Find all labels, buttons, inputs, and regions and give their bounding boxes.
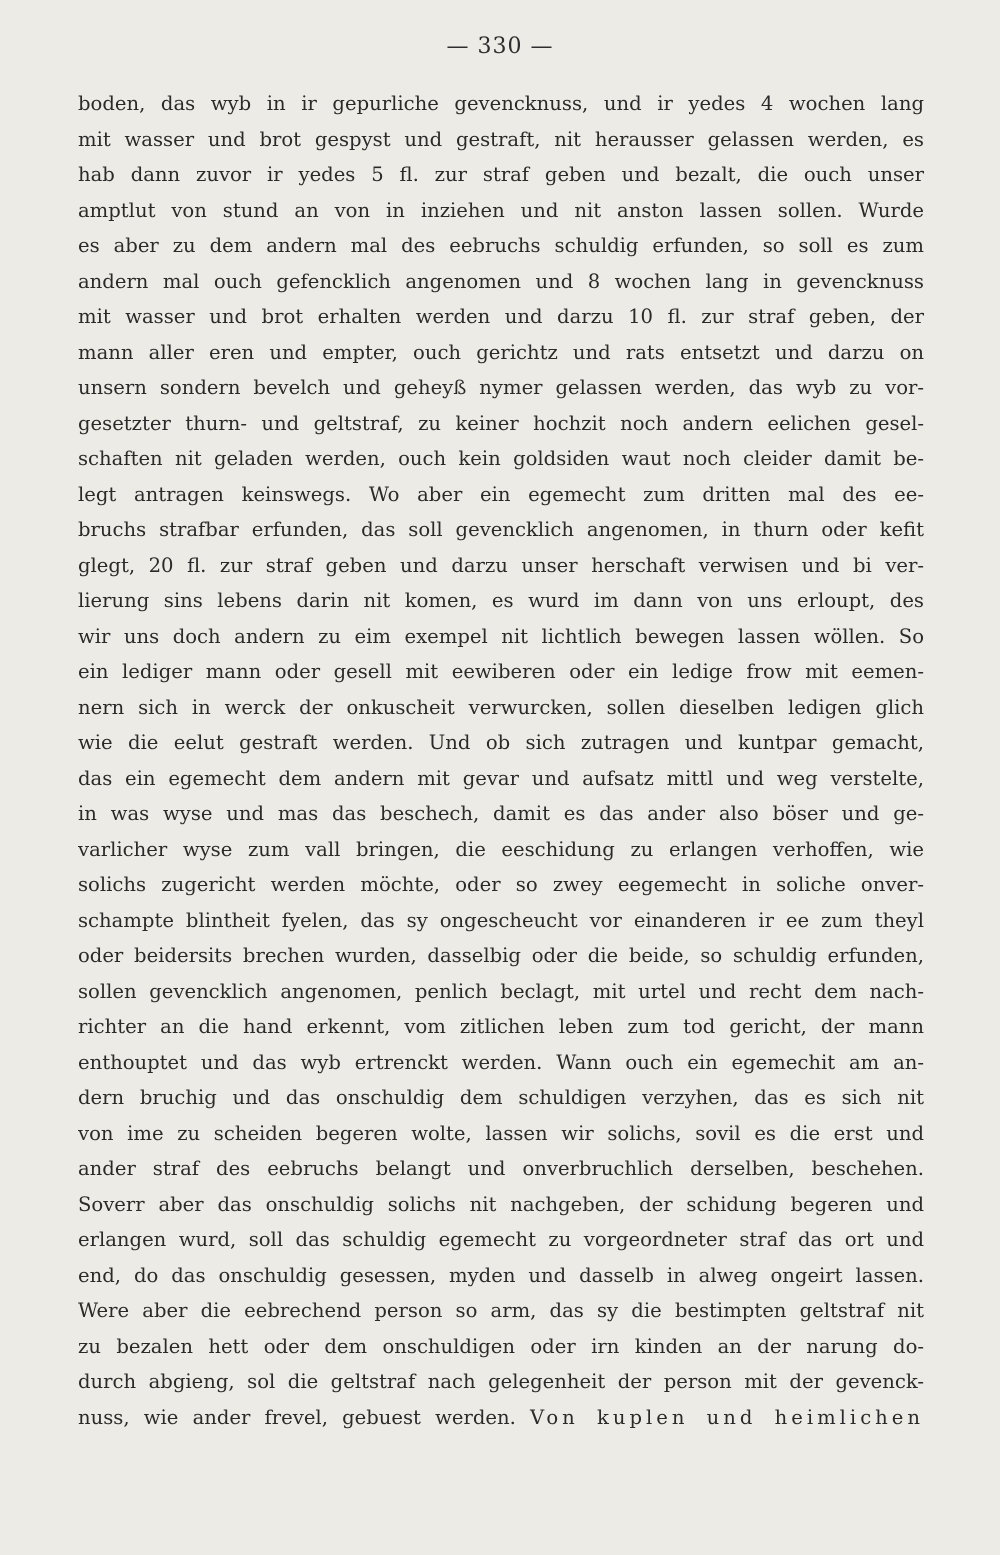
text-line: solichs zugericht werden möchte, oder so zwey eegemecht in soliche onver- — [78, 873, 924, 896]
text-line: varlicher wyse zum vall bringen, die eeschidung zu erlangen verhoffen, wie — [78, 837, 924, 861]
text-line: schaften nit geladen werden, ouch kein goldsiden waut noch cleider damit be- — [78, 447, 924, 470]
text-line: dern bruchig und das onschuldig dem schuldigen verzyhen, das es sich nit — [78, 1086, 924, 1109]
text-line-final-part: nuss, wie ander frevel, gebuest werden. — [78, 1405, 516, 1429]
text-line: Soverr aber das onschuldig solichs nit nachgeben, der schidung begeren und — [78, 1192, 924, 1216]
text-line: amptlut von stund an von in inziehen und nit anston lassen sollen. Wurde — [78, 198, 924, 222]
text-line: von ime zu scheiden begeren wolte, lassen wir solichs, sovil es die erst und — [78, 1121, 924, 1145]
body-text — [78, 86, 924, 1435]
text-line: das ein egemecht dem andern mit gevar und aufsatz mittl und weg verstelte, — [78, 766, 924, 790]
text-line: nern sich in werck der onkuscheit verwurcken, sollen dieselben ledigen glich — [78, 695, 924, 719]
text-line: ander straf des eebruchs belangt und onverbruchlich derselben, beschehen. — [78, 1157, 924, 1180]
page-number: — 330 — — [446, 34, 554, 59]
text-line: sollen gevencklich angenomen, penlich beclagt, mit urtel und recht dem nach- — [78, 979, 924, 1003]
text-line: mit wasser und brot gespyst und gestraft, nit herausser gelassen werden, es — [78, 127, 924, 151]
text-line: ein lediger mann oder gesell mit eewiberen oder ein ledige frow mit eemen- — [78, 660, 924, 683]
text-line: unsern sondern bevelch und geheyß nymer gelassen werden, das wyb zu vor- — [78, 376, 924, 399]
text-line: in was wyse und mas das beschech, damit es das ander also böser und ge- — [78, 802, 924, 825]
text-line: mit wasser und brot erhalten werden und darzu 10 fl. zur straf geben, der — [78, 305, 924, 328]
text-line: lierung sins lebens darin nit komen, es wurd im dann von uns erloupt, des — [78, 589, 924, 612]
text-line-final — [78, 1400, 924, 1436]
text-line: Were aber die eebrechend person so arm, das sy die bestimpten geltstraf nit — [78, 1299, 924, 1322]
text-line: wir uns doch andern zu eim exempel nit lichtlich bewegen lassen wöllen. So — [78, 624, 924, 648]
text-line: glegt, 20 fl. zur straf geben und darzu unser herschaft verwisen und bi ver- — [78, 553, 924, 577]
text-line: zu bezalen hett oder dem onschuldigen oder irn kinden an der narung do- — [78, 1334, 924, 1358]
text-line: mann aller eren und empter, ouch gerichtz und rats entsetzt und darzu on — [78, 340, 924, 364]
text-line: end, do das onschuldig gesessen, myden und dasselb in alweg ongeirt lassen. — [78, 1263, 924, 1287]
text-line: wie die eelut gestraft werden. Und ob sich zutragen und kuntpar gemacht, — [78, 731, 924, 754]
text-line: schampte blintheit fyelen, das sy ongescheucht vor einanderen ir ee zum theyl — [78, 908, 924, 932]
text-line: es aber zu dem andern mal des eebruchs schuldig erfunden, so soll es zum — [78, 234, 924, 257]
text-line: durch abgieng, sol die geltstraf nach gelegenheit der person mit der gevenck- — [78, 1370, 924, 1393]
text-line: richter an die hand erkennt, vom zitlichen leben zum tod gericht, der mann — [78, 1015, 924, 1038]
text-line: enthouptet und das wyb ertrenckt werden. Wann ouch ein egemechit am an- — [78, 1050, 924, 1074]
text-line: bruchs strafbar erfunden, das soll gevencklich angenomen, in thurn oder kefit — [78, 518, 924, 541]
text-line: boden, das wyb in ir gepurliche gevencknuss, und ir yedes 4 wochen lang — [78, 92, 924, 115]
text-line: hab dann zuvor ir yedes 5 fl. zur straf geben und bezalt, die ouch unser — [78, 163, 924, 186]
text-line: andern mal ouch gefencklich angenomen und 8 wochen lang in gevencknuss — [78, 269, 924, 293]
text-line: gesetzter thurn- und geltstraf, zu keiner hochzit noch andern eelichen gesel- — [78, 411, 924, 435]
text-line: erlangen wurd, soll das schuldig egemecht zu vorgeordneter straf das ort und — [78, 1228, 924, 1251]
text-line: legt antragen keinswegs. Wo aber ein egemecht zum dritten mal des ee- — [78, 482, 924, 506]
text-line: oder beidersits brechen wurden, dasselbig oder die beide, so schuldig erfunden, — [78, 944, 924, 967]
section-heading-spaced: Von kuplen und heimlichen — [530, 1405, 924, 1429]
